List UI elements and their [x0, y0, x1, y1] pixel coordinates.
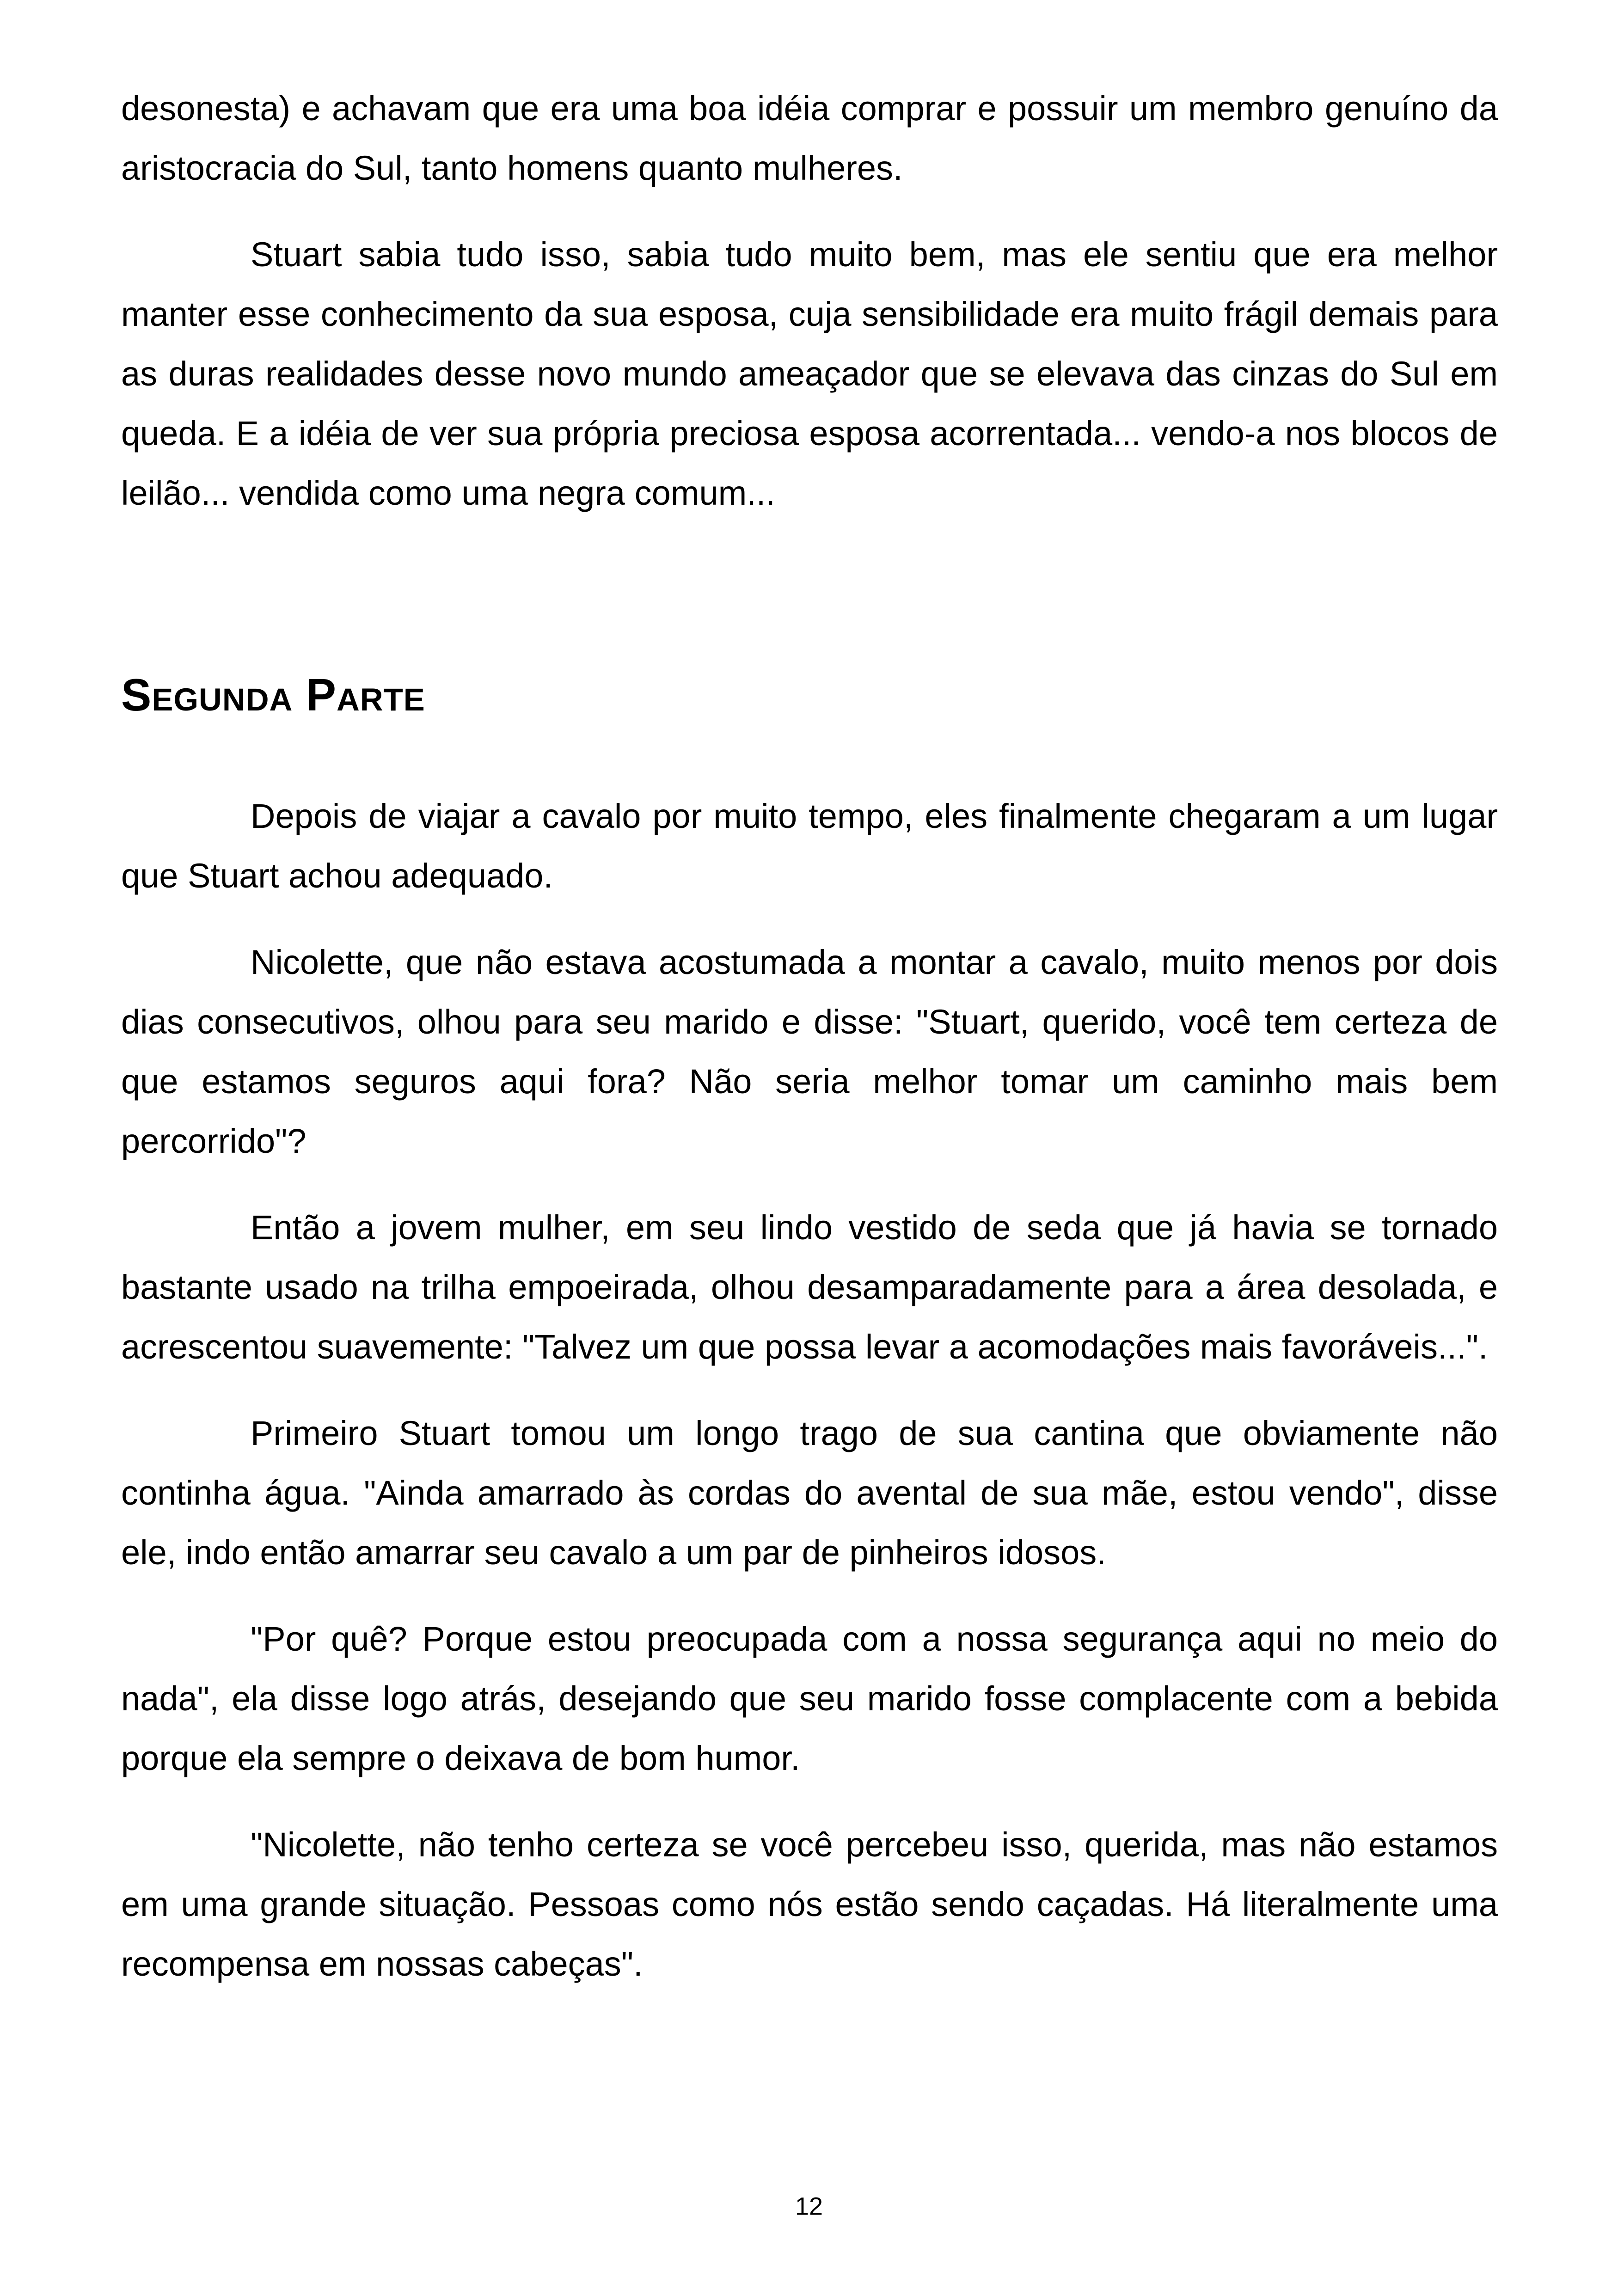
- paragraph-stuart-knew: Stuart sabia tudo isso, sabia tudo muito bem, mas ele sentiu que era melhor manter esse conhecimento da sua esposa, cuja sensibilidade era muito frágil demais para as duras realidades desse novo mundo ameaçador que se elevava das cinzas do Sul em queda. E a idéia de ver sua própria preciosa esposa acorrentada... vendo-a nos blocos de leilão... vendida como uma negra comum...: [121, 235, 1498, 512]
- paragraph-young-woman: Então a jovem mulher, em seu lindo vestido de seda que já havia se tornado bastante usado na trilha empoeirada, olhou desamparadamente para a área desolada, e acrescentou suavemente: "Talvez um que possa levar a acomodações mais favoráveis...".: [121, 1208, 1498, 1366]
- paragraph-safety-concern: "Por quê? Porque estou preocupada com a nossa segurança aqui no meio do nada", ela disse logo atrás, desejando que seu marido fosse complacente com a bebida porque ela sempre o deixava de bom humor.: [121, 1620, 1498, 1777]
- paragraph-continuation: desonesta) e achavam que era uma boa idéia comprar e possuir um membro genuíno da aristocracia do Sul, tanto homens quanto mulheres.: [121, 89, 1498, 187]
- paragraph-stuart-drinks: Primeiro Stuart tomou um longo trago de sua cantina que obviamente não continha água. "Ainda amarrado às cordas do avental de sua mãe, estou vendo", disse ele, indo então amarrar seu cavalo a um par de pinheiros idosos.: [121, 1414, 1498, 1572]
- paragraph-nicolette-asks: Nicolette, que não estava acostumada a montar a cavalo, muito menos por dois dias consecutivos, olhou para seu marido e disse: "Stuart, querido, você tem certeza de que estamos seguros aqui fora? Não seria melhor tomar um caminho mais bem percorrido"?: [121, 943, 1498, 1160]
- paragraph-bounty: "Nicolette, não tenho certeza se você percebeu isso, querida, mas não estamos em uma grande situação. Pessoas como nós estão sendo caçadas. Há literalmente uma recompensa em nossas cabeças".: [121, 1825, 1498, 1983]
- page-number: 12: [795, 2192, 823, 2220]
- document-page: [121, 79, 1498, 2020]
- section-heading: Segunda Parte: [121, 669, 425, 720]
- paragraph-arrival: Depois de viajar a cavalo por muito tempo, eles finalmente chegaram a um lugar que Stuart achou adequado.: [121, 797, 1498, 895]
